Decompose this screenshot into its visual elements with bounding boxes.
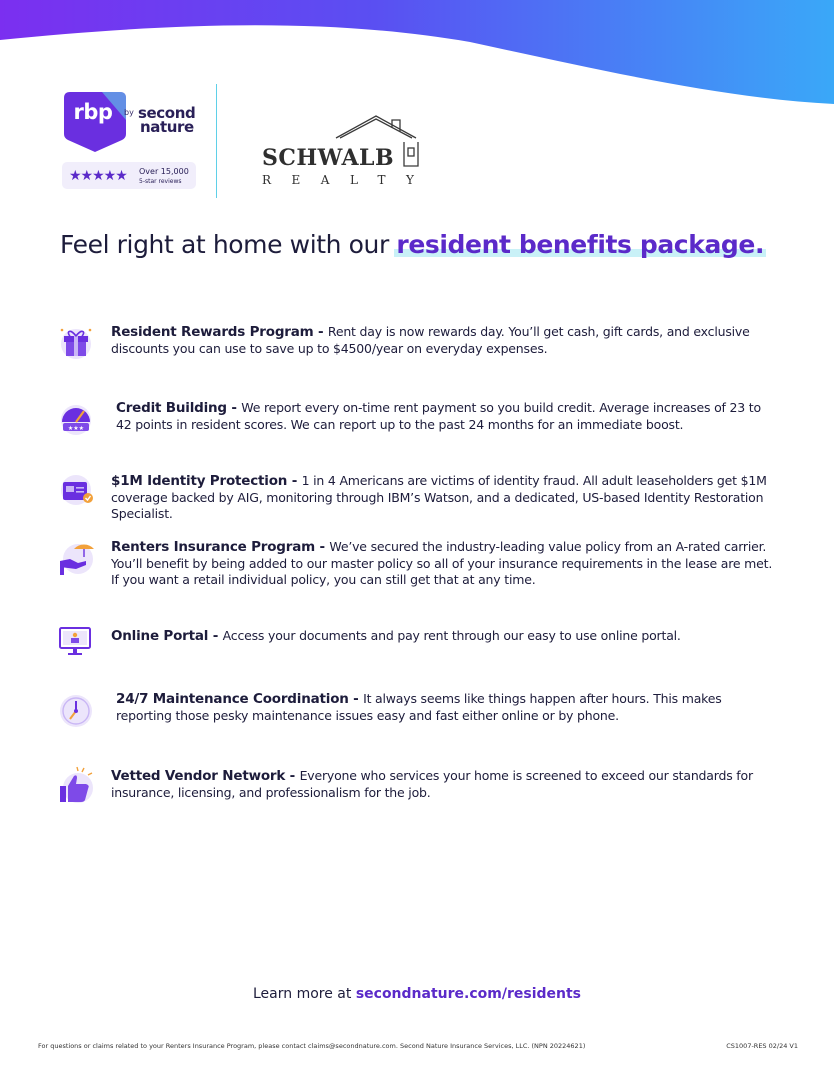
headline-highlight: resident benefits package. [396, 230, 765, 259]
footer-disclaimer: For questions or claims related to your Renters Insurance Program, please contact claims@secondnature.com. Second Nature Insurance Services, LLC. (NPN 20224621) [38, 1042, 586, 1050]
logo-divider [216, 84, 217, 198]
document-code: CS1007-RES 02/24 V1 [726, 1042, 798, 1050]
benefit-title: Resident Rewards Program - [111, 324, 328, 340]
schwalb-logo-subtitle: REALTY [262, 173, 435, 187]
benefit-identity-text [111, 473, 776, 523]
credit-gauge-icon [56, 398, 96, 438]
thumbs-up-icon [56, 766, 96, 806]
residents-link[interactable]: secondnature.com/residents [355, 986, 581, 1002]
star-rating-icon: ★★★★★ [69, 168, 127, 184]
benefit-title: Credit Building - [116, 400, 242, 416]
benefit-maintenance-text [116, 691, 776, 724]
benefit-title: Online Portal - [111, 628, 223, 644]
second-nature-line1: second [138, 104, 196, 122]
benefit-rewards-text [111, 324, 771, 357]
headline-lead: Feel right at home with our [60, 230, 397, 259]
benefit-title: $1M Identity Protection - [111, 473, 302, 489]
benefit-title: 24/7 Maintenance Coordination - [116, 691, 364, 707]
benefit-body: Everyone who services your home is screened to exceed our standards for insurance, licensing, and professionalism for the job. [111, 768, 753, 800]
benefit-title: Vetted Vendor Network - [111, 768, 300, 784]
second-nature-logo [138, 106, 195, 134]
reviews-count: Over 15,000 [139, 167, 189, 176]
reviews-badge [62, 162, 196, 189]
benefit-portal-text [111, 628, 776, 645]
benefit-title: Renters Insurance Program - [111, 539, 330, 555]
benefit-body: 1 in 4 Americans are victims of identity fraud. All adult leaseholders get $1M coverage backed by AIG, monitoring through IBM’s Watson, and a dedicated, US-based Identity Restoration Specialist. [111, 473, 767, 521]
rbp-logo-text: rbp [73, 100, 113, 124]
second-nature-line2: nature [140, 118, 194, 136]
clock-icon [56, 689, 96, 729]
umbrella-hand-icon [56, 537, 96, 577]
schwalb-logo-name: SCHWALB [262, 145, 395, 171]
identity-card-icon [56, 470, 96, 510]
by-label: by [124, 108, 134, 117]
benefit-vendor-text [111, 768, 776, 801]
benefit-body: We report every on-time rent payment so you build credit. Average increases of 23 to 42 points in resident scores. We can report up to the past 24 months for an immediate boost. [116, 400, 761, 432]
learn-more-line [0, 986, 834, 1002]
learn-more-label: Learn more at [253, 986, 356, 1002]
page-headline [60, 230, 764, 259]
benefit-body: Rent day is now rewards day. You’ll get cash, gift cards, and exclusive discounts you can use to save up to $4500/year on everyday expenses. [111, 324, 750, 356]
gift-icon [56, 322, 96, 362]
svg-text:★★★: ★★★ [67, 425, 85, 432]
benefit-body: It always seems like things happen after hours. This makes reporting those pesky maintenance issues easy and fast either online or by phone. [116, 691, 722, 723]
benefit-body: We’ve secured the industry-leading value policy from an A-rated carrier. You’ll benefit by being added to our master policy so all of your insurance requirements in the lease are met. If you want a retail individual policy, you can still get that at any time. [111, 539, 773, 587]
reviews-label: 5-star reviews [139, 178, 182, 185]
benefit-credit-text [116, 400, 771, 433]
benefit-insurance-text [111, 539, 776, 589]
benefit-body: Access your documents and pay rent through our easy to use online portal. [222, 628, 681, 643]
monitor-portal-icon [56, 620, 96, 660]
